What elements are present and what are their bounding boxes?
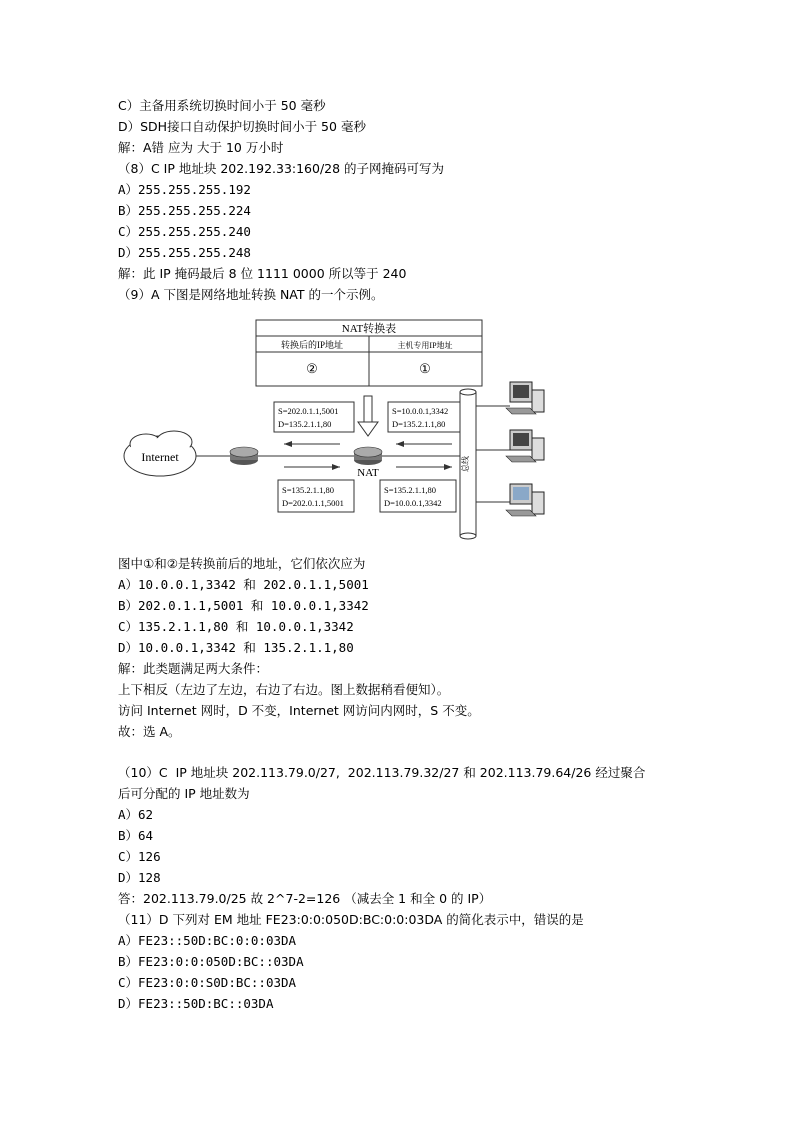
packet-dst: D=135.2.1.1,80	[278, 419, 332, 429]
option-a: A）FE23::50D:BC:0:0:03DA	[118, 933, 297, 948]
col-header-translated: 转换后的IP地址	[280, 340, 344, 350]
question-8: （8）C IP 地址块 202.192.33:160/28 的子网掩码可写为	[118, 161, 445, 176]
option-d: D）128	[118, 870, 161, 885]
option-b: B）202.0.1.1,5001 和 10.0.0.1,3342	[118, 598, 369, 613]
arrow-left-icon	[284, 441, 340, 447]
option-d: D）10.0.0.1,3342 和 135.2.1.1,80	[118, 640, 354, 655]
option-b: B）255.255.255.224	[118, 203, 251, 218]
text-line: C）主备用系统切换时间小于 50 毫秒	[118, 98, 326, 113]
cell-circle-2: ②	[306, 361, 318, 376]
text-line: 上下相反（左边了左边，右边了右边。图上数据稍看便知）。	[118, 682, 450, 697]
question-11: （11）D 下列对 EM 地址 FE23:0:0:050D:BC:0:0:03DA 的简化表示中，错误的是	[118, 912, 584, 927]
option-b: B）64	[118, 828, 154, 843]
option-b: B）FE23:0:0:050D:BC::03DA	[118, 954, 304, 969]
text-line: 后可分配的 IP 地址数为	[118, 786, 250, 801]
text-line: 图中①和②是转换前后的地址，它们依次应为	[118, 556, 366, 571]
arrow-right-icon	[396, 464, 452, 470]
packet-src: S=202.0.1.1,5001	[278, 406, 339, 416]
option-a: A）255.255.255.192	[118, 182, 251, 197]
packet-src: S=10.0.0.1,3342	[392, 406, 449, 416]
packet-dst: D=202.0.1.1,5001	[282, 498, 344, 508]
down-arrow-icon	[358, 396, 378, 436]
option-c: C）FE23:0:0:S0D:BC::03DA	[118, 975, 297, 990]
nat-label: NAT	[357, 467, 379, 479]
answer-9: 解：此类题满足两大条件：	[118, 661, 269, 676]
text-line: 访问 Internet 网时，D 不变，Internet 网访问内网时，S 不变。	[118, 703, 480, 718]
question-10: （10）C IP 地址块 202.113.79.0/27, 202.113.79.32/27 和 202.113.79.64/26 经过聚合	[118, 765, 646, 780]
bus-label: 总线	[461, 456, 470, 472]
internet-label: Internet	[141, 450, 179, 464]
option-c: C）126	[118, 849, 161, 864]
arrow-left-icon	[396, 441, 452, 447]
text-line: 解：A错 应为 大于 10 万小时	[118, 140, 284, 155]
answer-10: 答：202.113.79.0/25 故 2^7-2=126 （减去全 1 和全 0 的 IP）	[118, 891, 492, 906]
packet-src: S=135.2.1.1,80	[282, 485, 335, 495]
cell-circle-1: ①	[419, 361, 431, 376]
computer-icon	[506, 430, 544, 462]
col-header-private: 主机专用IP地址	[397, 341, 453, 350]
option-a: A）62	[118, 807, 154, 822]
option-d: D）255.255.255.248	[118, 245, 251, 260]
nat-table-title: NAT转换表	[341, 323, 397, 335]
packet-dst: D=135.2.1.1,80	[392, 419, 446, 429]
option-a: A）10.0.0.1,3342 和 202.0.1.1,5001	[118, 577, 369, 592]
packet-src: S=135.2.1.1,80	[384, 485, 437, 495]
option-d: D）FE23::50D:BC::03DA	[118, 996, 274, 1011]
nat-diagram	[118, 316, 550, 546]
computer-icon	[506, 484, 544, 516]
text-line: 故：选 A。	[118, 724, 181, 739]
arrow-right-icon	[284, 464, 340, 470]
nat-router-icon	[354, 447, 382, 465]
answer-8: 解：此 IP 掩码最后 8 位 1111 0000 所以等于 240	[118, 266, 407, 281]
computer-icon	[506, 382, 544, 414]
question-9: （9）A 下图是网络地址转换 NAT 的一个示例。	[118, 287, 384, 302]
text-line: D）SDH接口自动保护切换时间小于 50 毫秒	[118, 119, 366, 134]
router-icon	[230, 447, 258, 465]
packet-dst: D=10.0.0.1,3342	[384, 498, 442, 508]
option-c: C）255.255.255.240	[118, 224, 251, 239]
option-c: C）135.2.1.1,80 和 10.0.0.1,3342	[118, 619, 354, 634]
